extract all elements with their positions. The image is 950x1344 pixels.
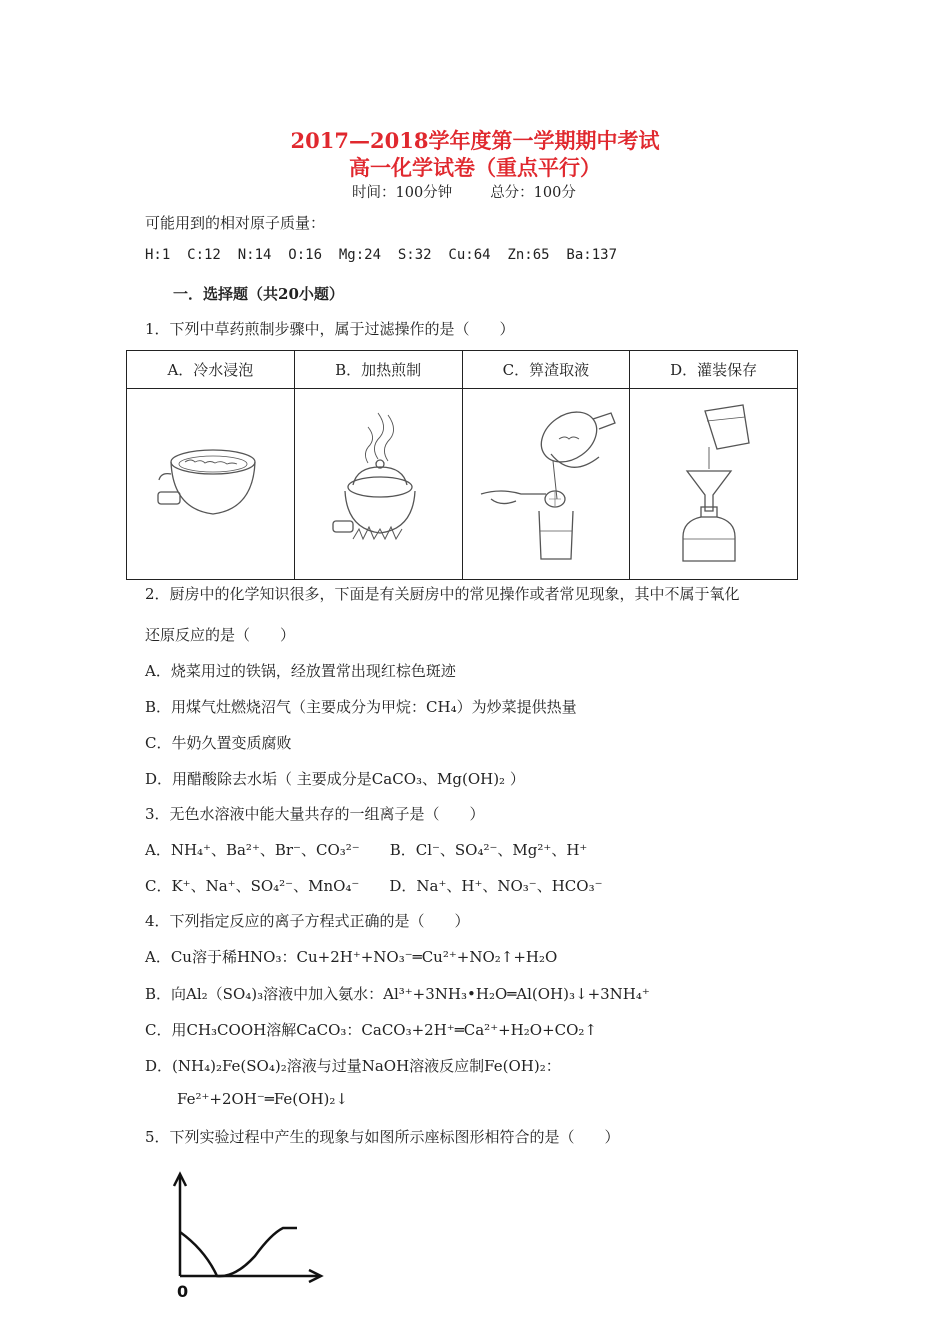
question-5-graph [165,1168,335,1303]
question-1-stem: 1．下列中草药煎制步骤中，属于过滤操作的是（ ） [145,320,515,338]
exam-subtitle: 高一化学试卷（重点平行） [349,155,601,180]
question-2-stem-line2: 还原反应的是（ ） [145,626,296,644]
question-4-option-d-line2: Fe²⁺+2OH⁻═Fe(OH)₂↓ [177,1090,348,1108]
question-2-option-d: D．用醋酸除去水垢（ 主要成分是CaCO₃、Mg(OH)₂ ） [145,770,525,788]
question-4-option-b: B．向Al₂（SO₄)₃溶液中加入氨水：Al³⁺+3NH₃•H₂O═Al(OH)₃↓+3NH₄⁺ [145,985,650,1003]
graph-origin-label: 0 [177,1282,189,1301]
pot-heating-icon [323,409,433,559]
section-heading: 一．选择题（共20小题） [173,285,344,303]
exam-total-score: 总分：100分 [490,185,576,201]
exam-title: 2017—2018学年度第一学期期中考试 [290,128,660,153]
question-3-options-ab: A．NH₄⁺、Ba²⁺、Br⁻、CO₃²⁻ B．Cl⁻、SO₄²⁻、Mg²⁺、H⁺ [145,841,588,859]
graph-curve [180,1228,297,1276]
funnel-bottle-icon [659,399,769,569]
exam-duration: 时间：100分钟 [352,185,453,201]
atomic-mass-values: H:1 C:12 N:14 O:16 Mg:24 S:32 Cu:64 Zn:65 Ba:137 [145,247,618,263]
question-1-options-table [126,350,798,580]
question-2-option-a: A．烧菜用过的铁锅，经放置常出现红棕色斑迹 [145,662,456,680]
strainer-pouring-icon [471,399,621,569]
option-a-label: A．冷水浸泡 [127,351,295,389]
question-4-option-c: C．用CH₃COOH溶解CaCO₃：CaCO₃+2H⁺═Ca²⁺+H₂O+CO₂↑ [145,1021,597,1039]
question-3-options-cd: C．K⁺、Na⁺、SO₄²⁻、MnO₄⁻ D．Na⁺、H⁺、NO₃⁻、HCO₃⁻ [145,877,603,895]
pot-soaking-icon [155,434,265,534]
question-2-stem-line1: 2．厨房中的化学知识很多，下面是有关厨房中的常见操作或者常见现象，其中不属于氧化 [145,585,740,603]
question-2-option-c: C．牛奶久置变质腐败 [145,734,292,752]
graph-axes [174,1174,321,1282]
question-2-option-b: B．用煤气灶燃烧沼气（主要成分为甲烷：CH₄）为炒菜提供热量 [145,698,577,716]
question-5-stem: 5．下列实验过程中产生的现象与如图所示座标图形相符合的是（ ） [145,1128,620,1146]
question-4-option-a: A．Cu溶于稀HNO₃：Cu+2H⁺+NO₃⁻═Cu²⁺+NO₂↑+H₂O [145,948,558,966]
option-b-label: B．加热煎制 [294,351,462,389]
question-3-stem: 3．无色水溶液中能大量共存的一组离子是（ ） [145,805,485,823]
atomic-mass-label: 可能用到的相对原子质量： [145,214,326,232]
option-d-label: D．灌装保存 [630,351,798,389]
question-4-option-d-line1: D．(NH₄)₂Fe(SO₄)₂溶液与过量NaOH溶液反应制Fe(OH)₂： [145,1057,561,1075]
exam-time-info [352,181,614,202]
question-4-stem: 4．下列指定反应的离子方程式正确的是（ ） [145,912,470,930]
option-c-label: C．箅渣取液 [462,351,630,389]
